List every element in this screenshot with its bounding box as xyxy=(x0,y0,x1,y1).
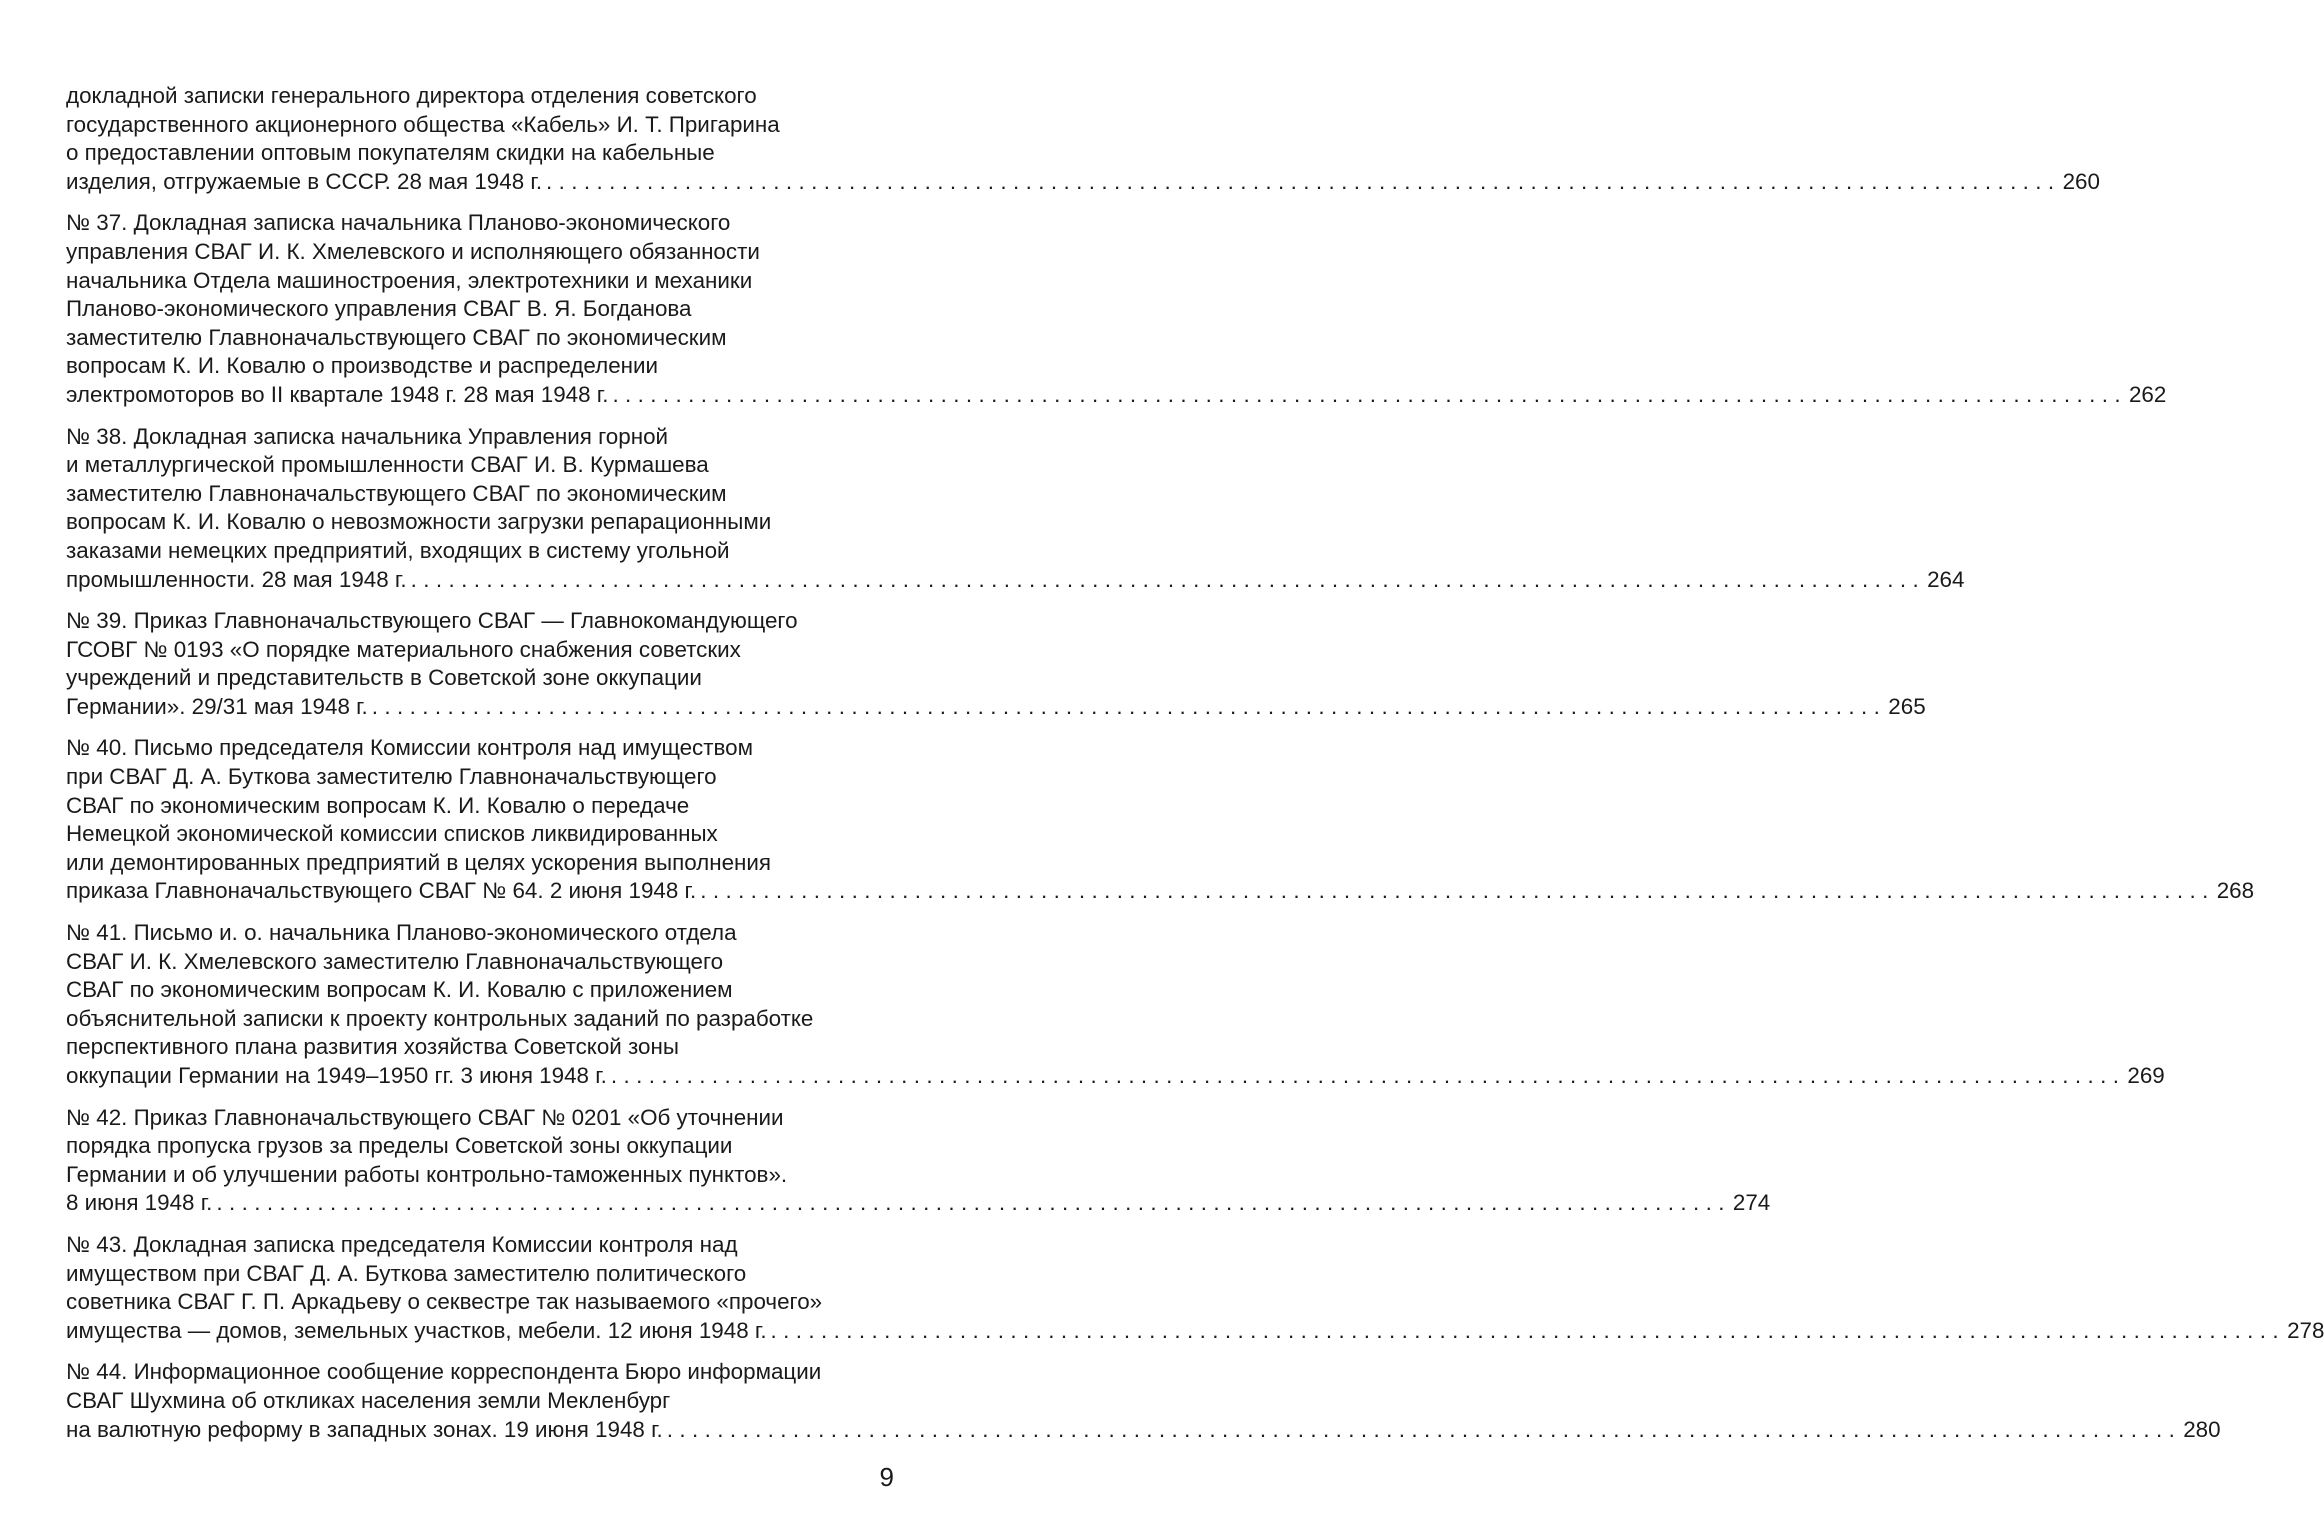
toc-entry-line: или демонтированных предприятий в целях ускорения выполнения xyxy=(66,849,772,875)
toc-entry xyxy=(66,919,2165,1091)
toc-entry-line: № 42. Приказ Главноначальствующего СВАГ № 0201 «Об уточнении xyxy=(66,1104,784,1130)
toc-entry-line: СВАГ по экономическим вопросам К. И. Ковалю с приложением xyxy=(66,977,733,1003)
toc-entry-last-line xyxy=(66,1062,2165,1091)
toc-entry-line: СВАГ И. К. Хмелевского заместителю Главноначальствующего xyxy=(66,948,724,974)
toc-entry-line: государственного акционерного общества «Кабель» И. Т. Пригарина xyxy=(66,111,780,137)
toc-page-reference: 262 xyxy=(2128,381,2167,407)
toc-entry xyxy=(66,734,2255,906)
toc-entry-line: порядка пропуска грузов за пределы Советской зоны оккупации xyxy=(66,1133,733,1159)
toc-entry-line: № 43. Докладная записка председателя Комиссии контроля над xyxy=(66,1231,738,1257)
dot-leader: ........................................................................................................................ xyxy=(770,1317,2286,1343)
toc-entry-line: № 39. Приказ Главноначальствующего СВАГ — Главнокомандующего xyxy=(66,608,798,634)
toc-page-reference: 265 xyxy=(1888,693,1926,719)
dot-leader: ........................................................................................................................ xyxy=(666,1416,2182,1442)
toc-entry-last-line xyxy=(66,693,1926,722)
toc-entry xyxy=(66,1358,2221,1444)
toc-entry-line: СВАГ по экономическим вопросам К. И. Ковалю о передаче xyxy=(66,792,690,818)
toc-entry-line: имуществом при СВАГ Д. А. Буткова заместителю политического xyxy=(66,1260,747,1286)
toc-entry-last-line xyxy=(66,877,2255,906)
toc-entry-line: учреждений и представительств в Советской зоне оккупации xyxy=(66,665,702,691)
toc-entry-line: управления СВАГ И. К. Хмелевского и исполняющего обязанности xyxy=(66,238,760,264)
toc-entry-text: на валютную реформу в западных зонах. 19 июня 1948 г. xyxy=(66,1416,663,1442)
toc-entry-text: оккупации Германии на 1949–1950 гг. 3 июня 1948 г. xyxy=(66,1063,607,1088)
toc-entry-line: вопросам К. И. Ковалю о производстве и распределении xyxy=(66,353,659,379)
toc-entry-line: начальника Отдела машиностроения, электротехники и механики xyxy=(66,267,753,293)
toc-entry xyxy=(66,209,2167,409)
toc-entry xyxy=(66,607,1926,721)
toc-entry-line: Немецкой экономической комиссии списков ликвидированных xyxy=(66,821,718,847)
toc-entry-line: заместителю Главноначальствующего СВАГ по экономическим xyxy=(66,480,727,506)
toc-entry-text: электромоторов во II квартале 1948 г. 28 мая 1948 г. xyxy=(66,381,609,407)
dot-leader: ........................................................................................................................ xyxy=(612,381,2127,407)
toc-page-reference: 278 xyxy=(2287,1317,2324,1343)
table-of-contents xyxy=(66,82,2324,1457)
toc-entry-line: заместителю Главноначальствующего СВАГ по экономическим xyxy=(66,324,727,350)
toc-page-reference: 268 xyxy=(2216,878,2255,904)
toc-entry-line: докладной записки генерального директора отделения советского xyxy=(66,83,757,108)
toc-entry-last-line xyxy=(66,1189,1771,1218)
toc-entry-line: № 40. Письмо председателя Комиссии контроля над имуществом xyxy=(66,735,754,761)
toc-entry-line: № 41. Письмо и. о. начальника Планово-экономического отдела xyxy=(66,920,737,946)
page-number: 9 xyxy=(879,1462,894,1492)
dot-leader: ........................................................................................................................ xyxy=(700,878,2215,904)
toc-entry-last-line xyxy=(66,1416,2221,1445)
toc-page-reference: 269 xyxy=(2127,1063,2165,1088)
toc-entry-text: приказа Главноначальствующего СВАГ № 64. 2 июня 1948 г. xyxy=(66,878,697,904)
dot-leader: ........................................................................................................................ xyxy=(610,1063,2126,1088)
toc-entry-line: ГСОВГ № 0193 «О порядке материального снабжения советских xyxy=(66,636,741,662)
toc-entry xyxy=(66,1231,2324,1345)
toc-entry-line: № 37. Докладная записка начальника Планово-экономического xyxy=(66,210,731,236)
toc-entry-line: при СВАГ Д. А. Буткова заместителю Главноначальствующего xyxy=(66,764,717,790)
toc-entry-line: № 44. Информационное сообщение корреспондента Бюро информации xyxy=(66,1359,822,1385)
toc-entry-text: 8 июня 1948 г. xyxy=(66,1190,213,1216)
toc-entry-line: № 38. Докладная записка начальника Управления горной xyxy=(66,423,669,449)
toc-entry-line: перспективного плана развития хозяйства Советской зоны xyxy=(66,1034,679,1060)
toc-page-reference: 260 xyxy=(2062,168,2100,194)
toc-entry-line: и металлургической промышленности СВАГ И. В. Курмашева xyxy=(66,452,709,478)
toc-entry xyxy=(66,1104,1771,1218)
dot-leader: ........................................................................................................................ xyxy=(371,693,1887,719)
toc-page-reference: 264 xyxy=(1927,566,1965,592)
toc-entry xyxy=(66,82,2100,196)
toc-entry-text: промышленности. 28 мая 1948 г. xyxy=(66,566,407,592)
toc-entry-line: объяснительной записки к проекту контрольных заданий по разработке xyxy=(66,1005,814,1031)
toc-entry xyxy=(66,423,1965,595)
toc-entry-line: СВАГ Шухмина об откликах населения земли Мекленбург xyxy=(66,1387,671,1413)
toc-page-reference: 274 xyxy=(1732,1190,1771,1216)
toc-page-reference: 280 xyxy=(2183,1416,2221,1442)
dot-leader: ........................................................................................................................ xyxy=(546,168,2061,194)
toc-entry-line: заказами немецких предприятий, входящих в систему угольной xyxy=(66,537,730,563)
toc-entry-line: советника СВАГ Г. П. Аркадьеву о секвестре так называемого «прочего» xyxy=(66,1289,823,1315)
toc-entry-text: имущества — домов, земельных участков, мебели. 12 июня 1948 г. xyxy=(66,1317,767,1343)
toc-entry-text: изделия, отгружаемые в СССР. 28 мая 1948 г. xyxy=(66,168,543,194)
dot-leader: ........................................................................................................................ xyxy=(216,1190,1731,1216)
toc-entry-last-line xyxy=(66,381,2167,410)
toc-entry-last-line xyxy=(66,168,2100,197)
toc-entry-line: Германии и об улучшении работы контрольно-таможенных пунктов». xyxy=(66,1161,788,1187)
toc-entry-last-line xyxy=(66,566,1965,595)
toc-entry-line: вопросам К. И. Ковалю о невозможности загрузки репарационными xyxy=(66,509,772,535)
toc-entry-line: о предоставлении оптовым покупателям скидки на кабельные xyxy=(66,140,715,166)
dot-leader: ........................................................................................................................ xyxy=(410,566,1926,592)
toc-entry-line: Планово-экономического управления СВАГ В. Я. Богданова xyxy=(66,296,692,322)
toc-entry-text: Германии». 29/31 мая 1948 г. xyxy=(66,693,368,719)
toc-entry-last-line xyxy=(66,1317,2324,1346)
